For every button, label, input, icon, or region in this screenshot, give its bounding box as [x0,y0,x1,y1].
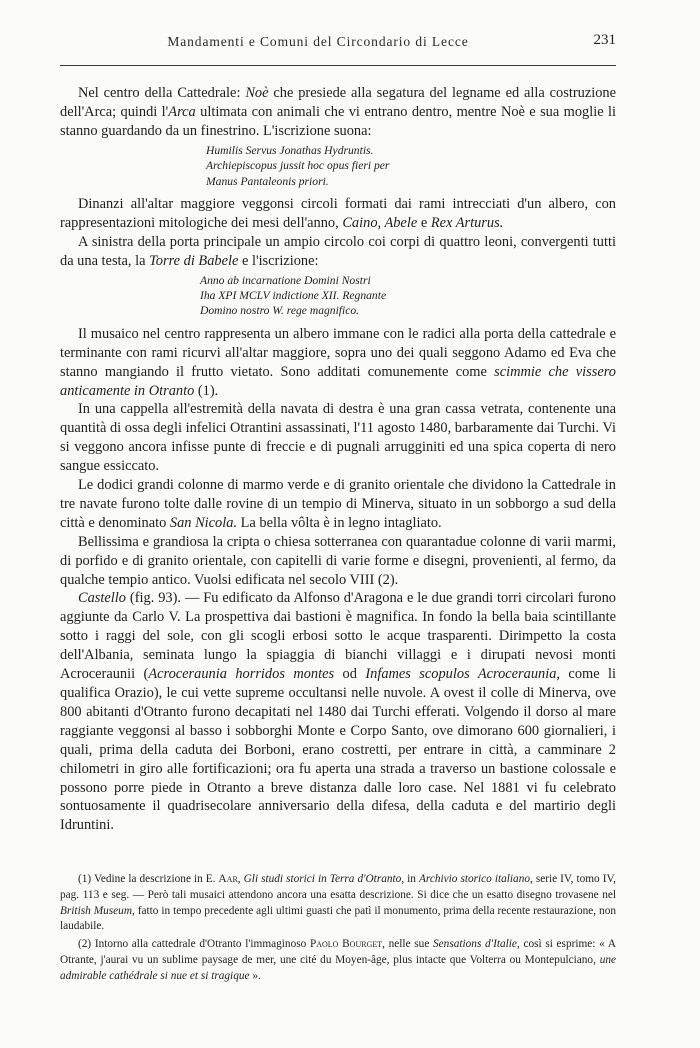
inscription-line: Anno ab incarnatione Domini Nostri [200,273,371,287]
text-run: (2) Intorno alla cattedrale d'Otranto l'immaginoso [78,938,310,951]
paragraph-porta [60,233,616,271]
text-run: od [334,666,366,683]
italic-run: Infames scopulos Acroceraunia [365,666,557,683]
text-run: (fig. 93). — Fu edificato da Alfonso d'Aragona e le due grandi torri circolari furono aggiunte da Carlo V. La prospettiva dai bastioni è magnifica. In fondo la bella baia scintillante sotto i raggi del sole, con gli scogli erbosi sotto le acque trasparenti. Dirimpetto la costa dell'Albania, seminata lungo la spiaggia di bianchi villaggi e i dirupati nevosi monti Acroceraunii ( [60,590,616,683]
italic-run: Rex Arturus. [430,214,504,231]
text-run: ». [249,969,261,982]
text-run: e l'iscrizione: [238,252,319,269]
italic-run: Sensations d'Italie [433,938,517,951]
italic-run: Arca [168,103,196,120]
paragraph-altar [60,195,616,233]
text-run: Nel centro della Cattedrale: [78,85,246,101]
text-run: (1) Vedine la descrizione in E. [78,873,219,885]
paragraph-cripta: Bellissima e grandiosa la cripta o chiesa sotterranea con quarantadue colonne di varii marmi, di porfido e di granito orientale, con capitelli di varie forme e disegni, provenienti, al fermo, da qualche tempio antico. Vuolsi edificata nel secolo VIII (2). [60,533,616,588]
italic-run: Acroceraunia horridos montes [148,666,335,683]
inscription-line: Manus Pantaleonis priori. [206,174,329,188]
text-run: e [417,214,431,231]
text-run: , [237,873,244,885]
inscription-anno [200,273,616,319]
text-run: La bella vôlta è in legno intagliato. [237,514,442,531]
page-header [60,26,616,60]
italic-run: Gli studi storici in Terra d'Otranto [243,873,402,885]
text-run: , serie IV, tomo IV, pag. 113 e seg. — Però tali musaici attendono ancora una esatta descrizione. Si dice che un esatto disegno trovasene nel [60,873,616,901]
paragraph-noe [60,84,616,141]
italic-run: Caino, Abele [342,214,418,231]
inscription-line: Humilis Servus Jonathas Hydruntis. [206,143,374,157]
paragraph-castello [60,589,616,835]
inscription-line: Archiepiscopus jussit hoc opus fieri per [206,159,390,173]
italic-run: Archivio storico italiano [418,873,530,885]
italic-run: Torre di Babele [149,252,239,269]
italic-run: British Museum [60,904,132,917]
italic-run: Castello [78,590,126,607]
paragraph-cappella: In una cappella all'estremità della navata di destra è una gran cassa vetrata, contenente una quantità di ossa degli infelici Otrantini assassinati, l'11 agosto 1480, barbaramente dai Turchi. Vi si veggono ancora infisse punte di freccie e di pugnali arrugginiti ed una spica coperta di nero sangue essiccato. [60,401,616,475]
text-run: , fatto in tempo precedente agli ultimi guasti che patì il monumento, prima della recente restaurazione, non laudabile. [60,904,616,933]
text-run: A sinistra della porta principale un ampio circolo coi corpi di quattro leoni, convergenti tutti da una testa, la [60,233,616,269]
footnote-2 [60,937,616,984]
author-name: Paolo Bourget [309,938,383,951]
running-title: Mandamenti e Comuni del Circondario di Lecce [167,34,469,49]
author-name: Aar [218,873,238,885]
text-run: Le dodici grandi colonne di marmo verde e di granito orientale che dividono la Cattedrale in tre navate furono tolte dalle rovine di un tempio di Minerva, situato in un sobborgo a sud della città e denominato [60,477,616,531]
text-run: che presiede alla segatura del legname ed alla costruzione dell'Arca; quindi l' [60,85,616,120]
inscription-line: Iha XPI MCLV indictione XII. Regnante [200,288,387,302]
italic-run: Noè [245,85,269,101]
paragraph-colonne [60,476,616,533]
text-run: Il musaico nel centro rappresenta un albero immane con le radici alla porta della cattedrale e terminante con rami ricurvi all'altar maggiore, sopra uno dei quali seggono Adamo ed Eva che stanno mangiando il frutto vietato. Sono additati comunemente come [60,325,616,380]
inscription-line: Domino nostro W. rege magnifico. [200,304,360,318]
main-text [60,84,616,835]
paragraph-musaico [60,325,616,401]
page-number: 231 [593,32,616,48]
header-rule [60,65,616,66]
text-run: ultimata con animali che vi entrano dentro, mentre Noè e sua moglie li stanno guardando da un finestrino. L'iscrizione suona: [60,103,616,139]
text-run: Dinanzi all'altar maggiore veggonsi circoli formati dai rami intrecciati d'un albero, con rappresentazioni mitologiche dei mesi dell'anno, [60,195,616,231]
italic-run: une admirable cathédrale si nue et si tragique [60,953,616,982]
text-run: , nelle sue [382,938,434,951]
text-run: , in [401,873,419,885]
footnotes [60,872,616,987]
italic-run: scimmie che vissero anticamente in Otranto [60,363,616,399]
text-run: , così si esprime: « A Otrante, j'aurai vu un sublime paysage de mer, une cité du Moyen-âge, plus intacte que Volterra ou Montepulciano, [60,938,616,966]
inscription-jonathas [206,143,616,189]
italic-run: San Nicola. [169,514,238,531]
text-run: (1). [194,382,219,399]
text-run: , come li qualifica Orazio), le cui vette supreme occultansi nelle nuvole. A ovest il colle di Minerva, ove 800 abitanti d'Otranto furono decapitati nel 1480 dai Turchi efferati. Volgendo il dorso al mare raggiante veggonsi al basso i sobborghi Monte e Corpo Santo, ove dimorano 600 giornalieri, i quali, prima della caduta dei Borboni, erano costretti, per entrare in città, a camminare 2 chilometri in giro alle fortificazioni; ora fu aperta una strada a traverso un bastione colossale e possono porre piede in Otranto a breve distanza dalle loro case. Nel 1881 vi fu celebrato sontuosamente il quadrisecolare anniversario della difesa, della caduta e del martirio degli Idruntini. [60,666,617,834]
footnote-1 [60,872,616,935]
